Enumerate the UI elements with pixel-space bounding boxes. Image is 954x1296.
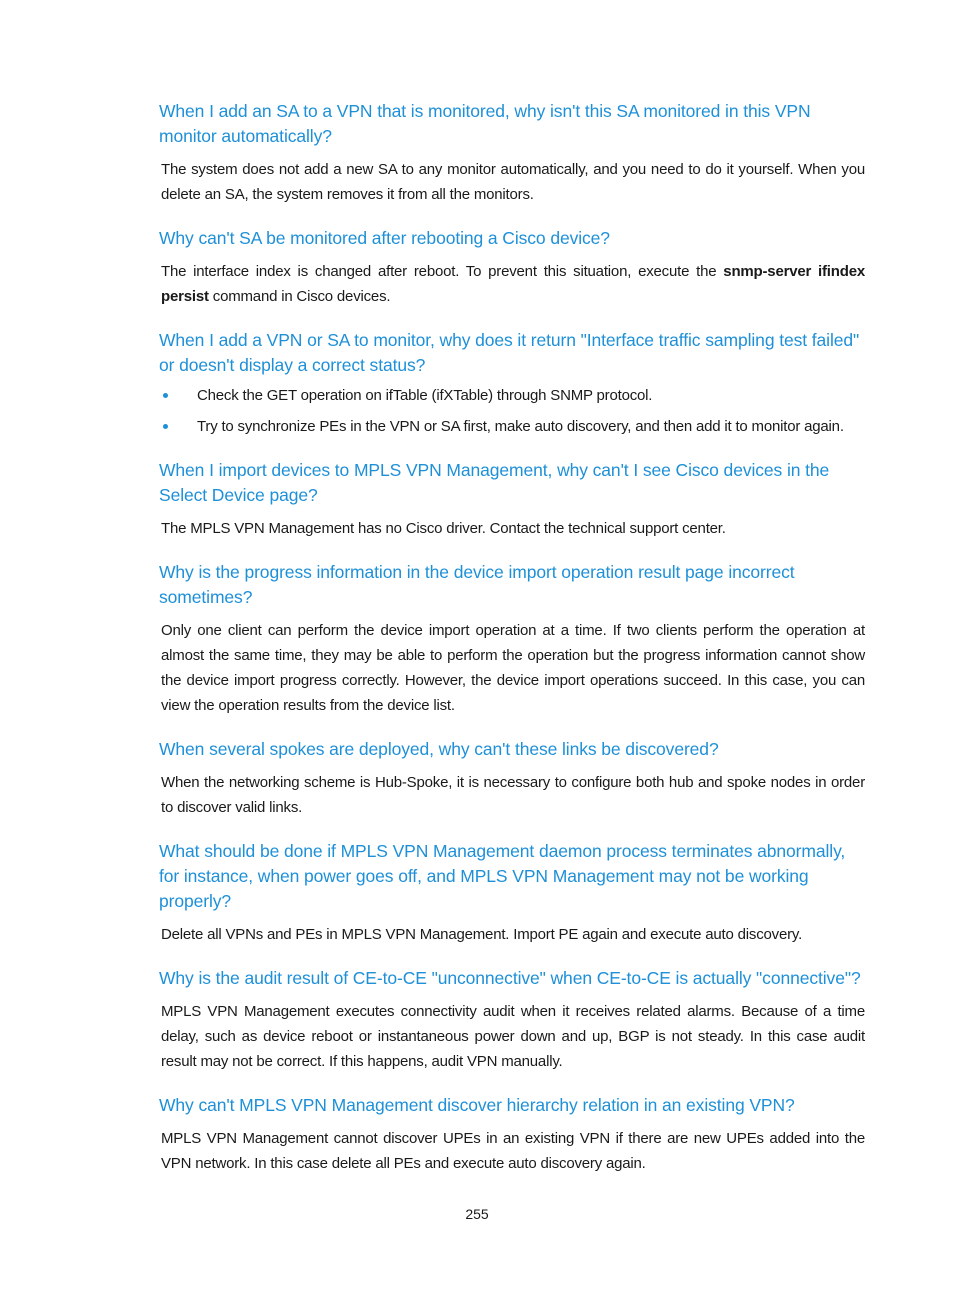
faq-question: Why can't MPLS VPN Management discover hierarchy relation in an existing VPN? [159,1095,795,1115]
bullet-icon [163,424,168,429]
faq-question: What should be done if MPLS VPN Management daemon process terminates abnormally, for instance, when power goes off, and MPLS VPN Management may not be working properly? [159,841,846,911]
faq-item-audit [159,966,865,1074]
list-item [161,383,865,408]
faq-item-daemon [159,839,865,947]
faq-answer: Only one client can perform the device import operation at a time. If two clients perform the operation at almost the same time, they may be able to perform the operation but the progress information cannot show the device import progress correctly. However, the device import operations succeed. In this case, you can view the operation results from the device list. [161,622,865,714]
faq-answer: Delete all VPNs and PEs in MPLS VPN Management. Import PE again and execute auto discovery. [161,926,803,943]
faq-question: When several spokes are deployed, why can't these links be discovered? [159,739,719,759]
list-item [161,414,865,439]
answer-text: command in Cisco devices. [208,288,391,305]
faq-question: Why can't SA be monitored after rebooting a Cisco device? [159,228,610,248]
faq-item-sa-monitor [159,99,865,207]
faq-question: When I import devices to MPLS VPN Management, why can't I see Cisco devices in the Select Device page? [159,460,830,505]
faq-answer: MPLS VPN Management executes connectivity audit when it receives related alarms. Because of a time delay, such as device reboot or instantaneous power down and up, BGP is not steady. In this case audit result may not be correct. If this happens, audit VPN manually. [161,1003,865,1070]
faq-item-cisco-reboot [159,226,865,309]
document-page [159,99,865,1195]
faq-item-progress-info [159,560,865,718]
page-number: 255 [465,1206,489,1222]
faq-item-spokes [159,737,865,820]
faq-question: When I add an SA to a VPN that is monitored, why isn't this SA monitored in this VPN monitor automatically? [159,101,811,146]
command-text: snmp-server ifindex persist [161,263,865,305]
answer-text: The interface index is changed after reboot. To prevent this situation, execute the [161,263,724,280]
faq-answer: The system does not add a new SA to any monitor automatically, and you need to do it yourself. When you delete an SA, the system removes it from all the monitors. [161,161,865,203]
list-item-text: Check the GET operation on ifTable (ifXTable) through SNMP protocol. [197,387,653,404]
faq-item-cisco-import [159,458,865,541]
faq-answer: The MPLS VPN Management has no Cisco driver. Contact the technical support center. [161,520,726,537]
faq-item-hierarchy [159,1093,865,1176]
faq-question: Why is the audit result of CE-to-CE "unconnective" when CE-to-CE is actually "connective"? [159,968,861,988]
bullet-icon [163,393,168,398]
faq-answer: When the networking scheme is Hub-Spoke, it is necessary to configure both hub and spoke nodes in order to discover valid links. [161,774,865,816]
faq-question: When I add a VPN or SA to monitor, why does it return "Interface traffic sampling test failed" or doesn't display a correct status? [159,330,860,375]
faq-answer [161,259,865,309]
bullet-list [161,383,865,439]
faq-answer: MPLS VPN Management cannot discover UPEs in an existing VPN if there are new UPEs added into the VPN network. In this case delete all PEs and execute auto discovery again. [161,1130,865,1172]
faq-question: Why is the progress information in the device import operation result page incorrect sometimes? [159,562,795,607]
faq-item-sampling-test [159,328,865,439]
list-item-text: Try to synchronize PEs in the VPN or SA first, make auto discovery, and then add it to monitor again. [197,418,844,435]
